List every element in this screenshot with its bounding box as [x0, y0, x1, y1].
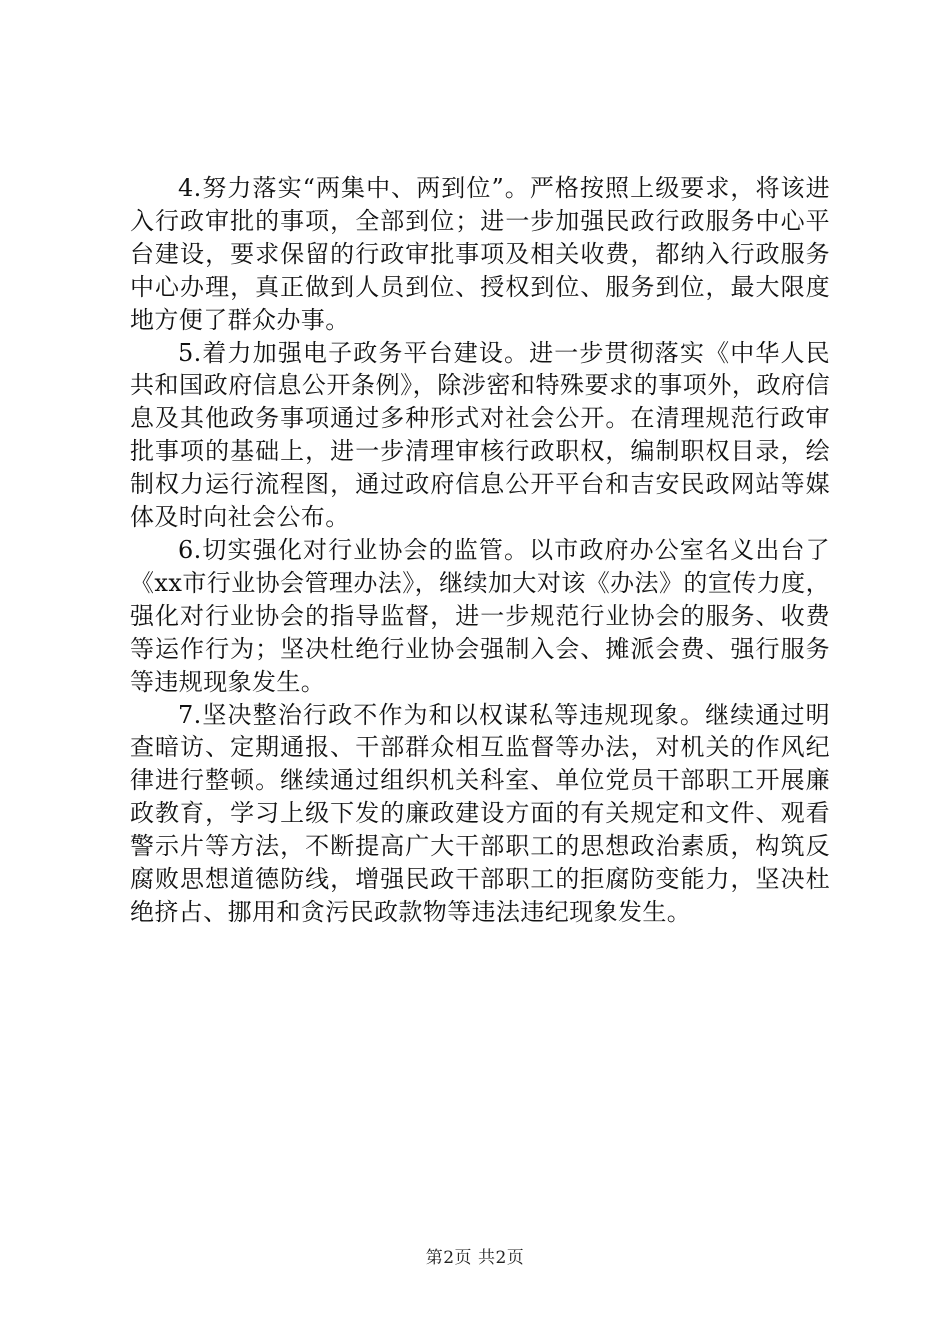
paragraph-item-5: 5.着力加强电子政务平台建设。进一步贯彻落实《中华人民共和国政府信息公开条例》，除涉密和特殊要求的事项外，政府信息及其他政务事项通过多种形式对社会公开。在清理规范行政审批事项的基础上，进一步清理审核行政职权，编制职权目录，绘制权力运行流程图，通过政府信息公开平台和吉安民政网站等媒体及时向社会公布。: [130, 338, 830, 532]
paragraph-item-7: 7.坚决整治行政不作为和以权谋私等违规现象。继续通过明查暗访、定期通报、干部群众相互监督等办法，对机关的作风纪律进行整顿。继续通过组织机关科室、单位党员干部职工开展廉政教育，学习上级下发的廉政建设方面的有关规定和文件、观看警示片等方法，不断提高广大干部职工的思想政治素质，构筑反腐败思想道德防线，增强民政干部职工的拒腐防变能力，坚决杜绝挤占、挪用和贪污民政款物等违法违纪现象发生。: [130, 700, 830, 926]
paragraph-item-6: 6.切实强化对行业协会的监管。以市政府办公室名义出台了《xx市行业协会管理办法》，继续加大对该《办法》的宣传力度，强化对行业协会的指导监督，进一步规范行业协会的服务、收费等运作行为；坚决杜绝行业协会强制入会、摊派会费、强行服务等违规现象发生。: [130, 535, 830, 696]
page-number-footer: 第2页 共2页: [425, 1248, 525, 1268]
document-body: [130, 172, 830, 929]
paragraph-item-4: 4.努力落实“两集中、两到位”。严格按照上级要求，将该进入行政审批的事项，全部到位；进一步加强民政行政服务中心平台建设，要求保留的行政审批事项及相关收费，都纳入行政服务中心办理，真正做到人员到位、授权到位、服务到位，最大限度地方便了群众办事。: [130, 174, 830, 334]
